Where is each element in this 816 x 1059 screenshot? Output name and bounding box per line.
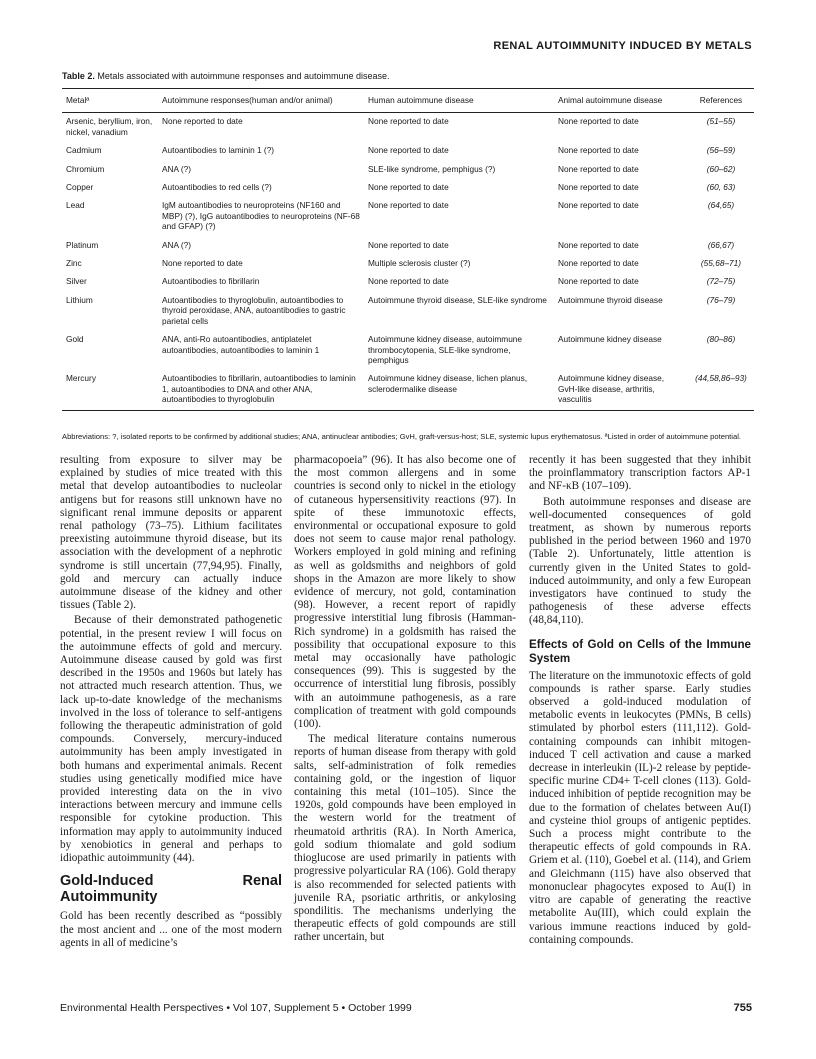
cell-metal: Mercury (66, 373, 96, 384)
cell-responses: None reported to date (162, 258, 243, 269)
cell-responses: Autoantibodies to laminin 1 (?) (162, 145, 275, 156)
cell-animal: Autoimmune kidney disease, GvH-like disease, arthritis, vasculitis (558, 373, 665, 405)
cell-references: (66,67) (707, 239, 735, 250)
header-references: References (688, 89, 754, 113)
paragraph: pharmacopoeia” (96). It has also become one of the most common allergens and in some countries is second only to nickel in the etiology of cutaneous hypersensitivity reactions (97). In spite of these immunotoxic effects, environmental or occupational exposure to gold does not seem to cause major renal pathology. Workers employed in gold mining and refining as well as goldsmiths and neighbors of gold shops in the Amazon are more likely to show evidence of mercury, not gold, contamination (98). However, a recent report of rapidly progressive interstitial lung fibrosis (Hamman-Rich syndrome) in a goldsmith has raised the possibility that occupational exposure to this metal may occasionally have pathologic consequences (99). This is suggested by the occurrence of interstitial lung fibrosis, possibly with an autoimmune pathogenesis, as a rare complication of treatment with gold compounds (100). (294, 454, 516, 731)
cell-references: (56–59) (706, 145, 736, 156)
paragraph: Because of their demonstrated pathogenetic potential, in the present review I will focus on the autoimmune effects of gold and mercury. Autoimmune disease caused by gold was first described in the 1950s and 1960s but lately has not attracted much research attention. Thus, we lack up-to-date knowledge of the mechanisms involved in the loss of tolerance to self-antigens following the therapeutic administration of gold compounds. Conversely, mercury-induced autoimmunity has been amply investigated in both humans and experimental animals. Recent studies using genetically modified mice have provided interesting data on the in vivo interactions between mercury and immune cells responsible for cytokine production. This information may apply to autoimmunity induced by xenobiotics in general and perhaps to idiopathic autoimmunity (44). (60, 614, 282, 865)
cell-human: Autoimmune kidney disease, autoimmune thrombocytopenia, SLE-like syndrome, pemphigus (368, 334, 523, 365)
table-row (62, 237, 754, 255)
cell-responses: Autoantibodies to fibrillarin (162, 276, 260, 287)
table-row (62, 292, 754, 331)
table-row (62, 142, 754, 160)
cell-metal: Lithium (66, 294, 93, 305)
cell-human: None reported to date (368, 145, 449, 156)
cell-references: (44,58,86–93) (695, 373, 747, 384)
header-metal: Metalª (62, 89, 158, 113)
cell-human: None reported to date (368, 200, 449, 211)
table-row (62, 197, 754, 236)
cell-metal: Cadmium (66, 145, 102, 156)
table-row (62, 255, 754, 273)
page-number: 755 (733, 1002, 752, 1014)
metals-table (62, 88, 754, 411)
cell-animal: None reported to date (558, 258, 639, 269)
header-autoimmune-responses: Autoimmune responses(human and/or animal) (158, 89, 364, 113)
table-row (62, 179, 754, 197)
running-head: RENAL AUTOIMMUNITY INDUCED BY METALS (493, 40, 752, 52)
cell-references: (55,68–71) (700, 258, 742, 269)
table-row (62, 113, 754, 142)
cell-metal: Platinum (66, 239, 99, 250)
cell-responses: Autoantibodies to red cells (?) (162, 182, 272, 193)
body-column-3 (529, 454, 751, 947)
paragraph: The literature on the immunotoxic effects of gold compounds is rather sparse. Early studies observed a gold-induced modulation of metabolic events in leukocytes (PMNs, B cells) stimulated by phorbol esters (111,112). Gold-containing compounds can inhibit mitogen-induced T cell activation and cause a marked decrease in interleukin (IL)-2 release by peptide-specific murine CD4+ T-cell clones (113). Gold-induced inhibition of peptide recognition may be due to the formation of chelates between Au(I) and cysteine thiol groups of antigenic peptides. Such a process might contribute to the therapeutic effects of gold compounds in RA. Griem et al. (110), Goebel et al. (114), and Griem and Gleichmann (115) have also observed that mononuclear phagocytes exposed to Au(I) in vitro are capable of generating the reactive metabolite Au(III), which could explain the various immune reactions induced by gold-containing compounds. (529, 669, 751, 946)
header-animal-disease: Animal autoimmune disease (554, 89, 688, 113)
section-heading: Gold-Induced Renal Autoimmunity (60, 873, 282, 906)
table-header-row (62, 89, 754, 113)
cell-responses: Autoantibodies to thyroglobulin, autoantibodies to thyroid peroxidase, ANA, autoantibodies to gastric parietal cells (162, 294, 346, 326)
cell-human: Autoimmune thyroid disease, SLE-like syndrome (368, 294, 547, 305)
paragraph: Both autoimmune responses and disease are well-documented consequences of gold treatment, as shown by numerous reports published in the period between 1960 and 1970 (Table 2). Unfortunately, little attention is currently given in the United States to gold-induced autoimmunity, and only a few European investigators have continued to study the pathogenesis of these adverse effects (48,84,110). (529, 495, 751, 627)
paragraph: recently it has been suggested that they inhibit the proinflammatory transcription factors AP-1 and NF-κB (107–109). (529, 454, 751, 493)
cell-animal: Autoimmune kidney disease (558, 334, 662, 345)
cell-responses: ANA (?) (162, 163, 192, 174)
paragraph: resulting from exposure to silver may be explained by studies of mice treated with this metal that develop autoantibodies to nucleolar antigens but for reasons still unknown have no significant renal immune deposits or apparent renal pathology (73–75). Lithium facilitates preexisting autoimmune thyroid disease, but its association with the development of a nephrotic syndrome is still uncertain (77,94,95). Finally, gold and mercury can actually induce autoimmune disease of the kidney and other tissues (Table 2). (60, 454, 282, 612)
cell-metal: Gold (66, 334, 84, 345)
table-row (62, 331, 754, 370)
cell-animal: Autoimmune thyroid disease (558, 294, 663, 305)
table-caption-text: Metals associated with autoimmune responses and autoimmune disease. (94, 71, 390, 81)
cell-references: (60–62) (706, 163, 736, 174)
cell-references: (76–79) (706, 294, 736, 305)
cell-human: Multiple sclerosis cluster (?) (368, 258, 471, 269)
cell-human: SLE-like syndrome, pemphigus (?) (368, 163, 496, 174)
cell-animal: None reported to date (558, 163, 639, 174)
cell-human: Autoimmune kidney disease, lichen planus, sclerodermalike disease (368, 373, 528, 394)
cell-animal: None reported to date (558, 276, 639, 287)
table-caption (62, 71, 390, 81)
body-column-1 (60, 454, 282, 950)
cell-responses: None reported to date (162, 116, 243, 127)
subsection-heading: Effects of Gold on Cells of the Immune System (529, 637, 751, 665)
cell-responses: ANA, anti-Ro autoantibodies, antiplatelet autoantibodies, autoantibodies to laminin 1 (162, 334, 320, 355)
cell-animal: None reported to date (558, 182, 639, 193)
table-row (62, 273, 754, 291)
cell-metal: Chromium (66, 163, 105, 174)
cell-responses: ANA (?) (162, 239, 192, 250)
table-abbreviations: Abbreviations: ?, isolated reports to be confirmed by additional studies; ANA, antinuclear antibodies; GvH, graft-versus-host; SLE, systemic lupus erythematosus. ªListed in order of autoimmune potential. (62, 432, 741, 441)
cell-metal: Zinc (66, 258, 82, 269)
paragraph: The medical literature contains numerous reports of human disease from therapy with gold salts, self-administration of folk remedies containing gold, or the ingestion of liquor containing this metal (101–105). Since the 1920s, gold compounds have been employed in the western world for the treatment of rheumatoid arthritis (RA). In North America, gold sodium thiomalate and gold sodium thioglucose are used primarily in patients with progressive polyarticular RA (106). Gold therapy is also recommended for selected patients with juvenile RA, psoriatic arthritis, or ankylosing spondilitis. The mechanisms underlying the therapeutic effects of gold compounds are still rather uncertain, but (294, 733, 516, 944)
journal-citation: Environmental Health Perspectives • Vol 107, Supplement 5 • October 1999 (60, 1002, 412, 1014)
cell-references: (80–86) (706, 334, 736, 345)
cell-animal: None reported to date (558, 200, 639, 211)
cell-animal: None reported to date (558, 239, 639, 250)
header-human-disease: Human autoimmune disease (364, 89, 554, 113)
cell-metal: Arsenic, beryllium, iron, nickel, vanadium (66, 116, 153, 137)
cell-human: None reported to date (368, 116, 449, 127)
cell-references: (72–75) (706, 276, 736, 287)
cell-human: None reported to date (368, 182, 449, 193)
cell-references: (64,65) (707, 200, 735, 211)
cell-animal: None reported to date (558, 116, 639, 127)
table-row (62, 161, 754, 179)
table-row (62, 370, 754, 410)
cell-references: (60, 63) (706, 182, 736, 193)
page-footer (60, 1002, 752, 1014)
cell-metal: Silver (66, 276, 87, 287)
cell-metal: Copper (66, 182, 94, 193)
cell-animal: None reported to date (558, 145, 639, 156)
body-column-2 (294, 454, 516, 945)
cell-references: (51–55) (706, 116, 736, 127)
cell-human: None reported to date (368, 276, 449, 287)
paragraph: Gold has been recently described as “possibly the most ancient and ... one of the most modern agents in all of medicine’s (60, 910, 282, 949)
cell-responses: IgM autoantibodies to neuroproteins (NF160 and MBP) (?), IgG autoantibodies to neuroproteins (NF-68 and GFAP) (?) (162, 200, 360, 232)
table-label: Table 2. (62, 71, 95, 81)
cell-metal: Lead (66, 200, 85, 211)
cell-human: None reported to date (368, 239, 449, 250)
cell-responses: Autoantibodies to fibrillarin, autoantibodies to laminin 1, autoantibodies to DNA and other ANA, autoantibodies to thyroglobulin (162, 373, 356, 405)
